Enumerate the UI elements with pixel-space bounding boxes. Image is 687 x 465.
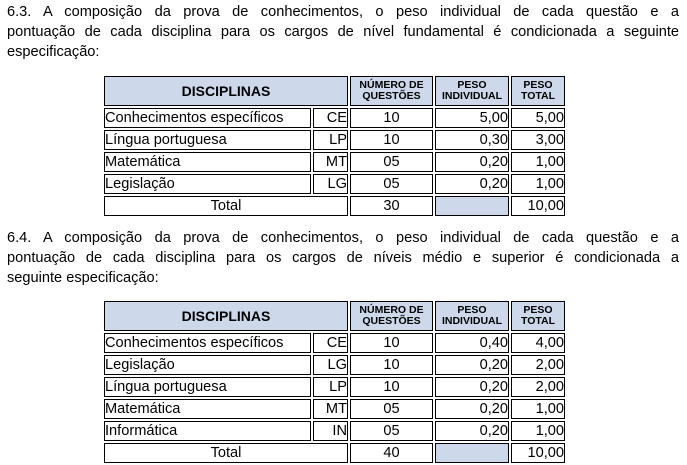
discipline-name: Língua portuguesa <box>104 377 311 397</box>
question-count: 05 <box>350 399 433 419</box>
header-peso-ind-line2: INDIVIDUAL <box>441 90 503 102</box>
header-peso-tot-line2: TOTAL <box>520 90 556 102</box>
table-row <box>104 399 565 419</box>
header-peso-total <box>511 301 565 331</box>
table-header-row <box>104 301 565 331</box>
question-count: 10 <box>350 333 433 353</box>
question-count: 05 <box>350 421 433 441</box>
total-weight: 2,00 <box>511 377 565 397</box>
total-questions: 40 <box>350 443 433 463</box>
question-count: 10 <box>350 355 433 375</box>
header-peso-tot-line1: PESO <box>523 304 553 316</box>
header-peso-tot-line2: TOTAL <box>520 315 556 327</box>
header-numero-line1: NÚMERO DE <box>359 79 424 91</box>
header-peso-ind-line1: PESO <box>457 79 487 91</box>
discipline-name: Língua portuguesa <box>104 130 311 150</box>
header-numero-line2: QUESTÕES <box>362 315 421 327</box>
header-peso-ind-line2: INDIVIDUAL <box>441 315 503 327</box>
discipline-name: Legislação <box>104 174 311 194</box>
header-numero-questoes <box>350 76 433 106</box>
empty-cell <box>435 196 509 216</box>
header-disciplinas: DISCIPLINAS <box>104 301 348 331</box>
discipline-code: LP <box>313 130 348 150</box>
paragraph-line: pontuação de cada disciplina para os cargos de níveis médio e superior é condicionada a <box>7 250 679 266</box>
discipline-name: Matemática <box>104 399 311 419</box>
individual-weight: 0,20 <box>435 174 509 194</box>
table-row <box>104 421 565 441</box>
individual-weight: 0,20 <box>435 355 509 375</box>
individual-weight: 0,30 <box>435 130 509 150</box>
discipline-code: LP <box>313 377 348 397</box>
header-numero-questoes <box>350 301 433 331</box>
paragraph-6-3 <box>7 2 679 62</box>
header-peso-individual <box>435 76 509 106</box>
header-peso-total <box>511 76 565 106</box>
paragraph-line: 6.4. A composição da prova de conhecimentos, o peso individual de cada questão e a <box>7 230 679 246</box>
total-points: 10,00 <box>511 196 565 216</box>
header-peso-individual <box>435 301 509 331</box>
individual-weight: 0,40 <box>435 333 509 353</box>
total-points: 10,00 <box>511 443 565 463</box>
individual-weight: 0,20 <box>435 421 509 441</box>
question-count: 05 <box>350 152 433 172</box>
table-header-row <box>104 76 565 106</box>
individual-weight: 0,20 <box>435 152 509 172</box>
discipline-code: CE <box>313 333 348 353</box>
total-weight: 4,00 <box>511 333 565 353</box>
individual-weight: 0,20 <box>435 399 509 419</box>
total-questions: 30 <box>350 196 433 216</box>
total-label: Total <box>104 196 348 216</box>
discipline-code: LG <box>313 174 348 194</box>
paragraph-line: seguinte especificação: <box>7 270 159 286</box>
table-row <box>104 333 565 353</box>
table-total-row <box>104 196 565 216</box>
discipline-code: CE <box>313 108 348 128</box>
header-peso-tot-line1: PESO <box>523 79 553 91</box>
total-weight: 3,00 <box>511 130 565 150</box>
total-weight: 5,00 <box>511 108 565 128</box>
table-row <box>104 174 565 194</box>
discipline-name: Conhecimentos específicos <box>104 108 311 128</box>
discipline-name: Informática <box>104 421 311 441</box>
table-row <box>104 377 565 397</box>
table-row <box>104 152 565 172</box>
table-row <box>104 355 565 375</box>
discipline-code: LG <box>313 355 348 375</box>
question-count: 10 <box>350 377 433 397</box>
paragraph-line: pontuação de cada disciplina para os cargos de nível fundamental é condicionada a seguinte <box>7 24 679 40</box>
paragraph-line: especificação: <box>7 44 100 60</box>
total-weight: 1,00 <box>511 399 565 419</box>
total-label: Total <box>104 443 348 463</box>
discipline-name: Legislação <box>104 355 311 375</box>
total-weight: 1,00 <box>511 152 565 172</box>
header-disciplinas: DISCIPLINAS <box>104 76 348 106</box>
paragraph-6-4 <box>7 228 679 288</box>
header-peso-ind-line1: PESO <box>457 304 487 316</box>
header-numero-line1: NÚMERO DE <box>359 304 424 316</box>
total-weight: 1,00 <box>511 174 565 194</box>
discipline-code: MT <box>313 152 348 172</box>
discipline-code: MT <box>313 399 348 419</box>
header-numero-line2: QUESTÕES <box>362 90 421 102</box>
discipline-name: Conhecimentos específicos <box>104 333 311 353</box>
question-count: 05 <box>350 174 433 194</box>
table-total-row <box>104 443 565 463</box>
empty-cell <box>435 443 509 463</box>
total-weight: 2,00 <box>511 355 565 375</box>
discipline-code: IN <box>313 421 348 441</box>
table-row <box>104 108 565 128</box>
individual-weight: 0,20 <box>435 377 509 397</box>
table-row <box>104 130 565 150</box>
individual-weight: 5,00 <box>435 108 509 128</box>
table-medio-superior <box>102 299 567 465</box>
question-count: 10 <box>350 108 433 128</box>
table-fundamental <box>102 74 567 218</box>
paragraph-line: 6.3. A composição da prova de conhecimentos, o peso individual de cada questão e a <box>7 4 679 20</box>
question-count: 10 <box>350 130 433 150</box>
total-weight: 1,00 <box>511 421 565 441</box>
discipline-name: Matemática <box>104 152 311 172</box>
